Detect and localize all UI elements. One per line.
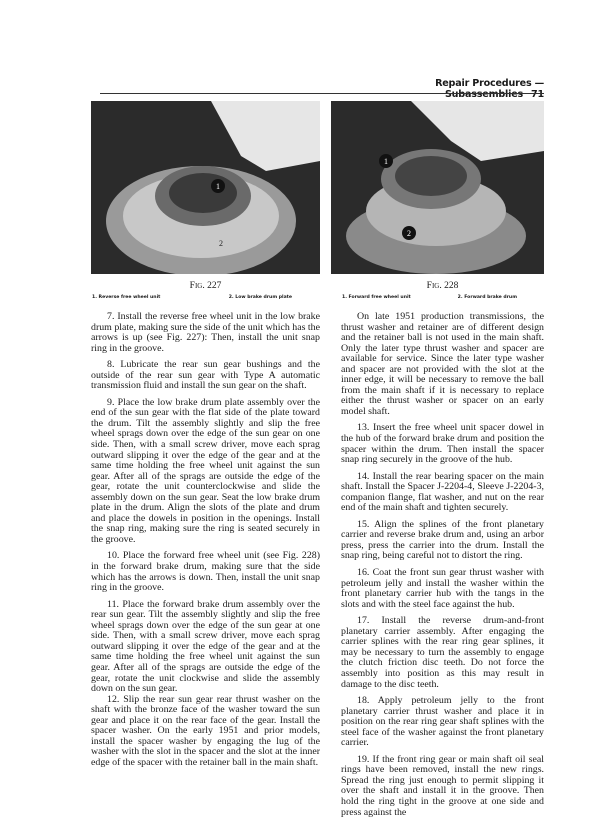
callout-2: 2 xyxy=(407,229,411,238)
paragraph: 7. Install the reverse free wheel unit in the low brake drum plate, making sure the side of the unit which has the arrows is up (see Fig. 227): Then, install the unit snap ring in the groove. xyxy=(91,311,320,354)
figure-228-legend xyxy=(342,295,517,300)
paragraph: 14. Install the rear bearing spacer on the main shaft. Install the Spacer J-2204-4, Sleeve J-2204-3, companion flange, flat washer, and nut on the rear end of the main shaft and tighten securely. xyxy=(341,470,544,514)
paragraph: 19. If the front ring gear or main shaft oil seal rings have been removed, install the new rings. Spread the ring just enough to permit slipping it over the shaft and install it in the groove. Then hold the ring tight in the groove at one side and press against the xyxy=(341,753,544,818)
header-rule xyxy=(100,93,544,94)
legend-item: 1. Forward free wheel unit xyxy=(342,295,411,300)
paragraph: 16. Coat the front sun gear thrust washer with petroleum jelly and install the washer within the front planetary carrier hub with the tangs in the slots and with the steel face against the hub. xyxy=(341,567,544,610)
legend-item: 2. Low brake drum plate xyxy=(228,295,292,300)
figure-227-caption: Fig. 227 xyxy=(189,281,222,291)
paragraph: 13. Insert the free wheel unit spacer dowel in the hub of the forward brake drum and position the spacer within the drum. Then install the spacer snap ring securely in the groove of the hub. xyxy=(341,422,544,466)
figure-227-photo xyxy=(91,101,320,274)
paragraph: 10. Place the forward free wheel unit (see Fig. 228) in the forward brake drum, making sure that the side which has the arrows is down. Then, install the unit snap ring in the groove. xyxy=(91,550,320,594)
figure-228-caption: Fig. 228 xyxy=(426,281,459,291)
figure-228-photo xyxy=(331,101,544,274)
paragraph: 8. Lubricate the rear sun gear bushings and the outside of the rear sun gear with Type A automatic transmission fluid and install the sun gear on the shaft. xyxy=(91,359,320,392)
paragraph: On late 1951 production transmissions, the thrust washer and retainer are of different design and the retainer ball is not used in the main shaft. Only the later type thrust washer and spacer are available for service. Since the later type washer and spacer are not provided with the slot at the inner edge, it will be necessary to remove the ball from the main shaft if it is necessary to replace either the thrust washer or spacer on an early model shaft. xyxy=(341,311,544,417)
legend-item: 2. Forward brake drum xyxy=(457,295,517,300)
paragraph: 12. Slip the rear sun gear rear thrust washer on the shaft with the bronze face of the washer toward the sun gear and place it on the rear face of the gear. Install the spacer washer. On the early 1951 and prior models, install the spacer washer by engaging the lug of the washer with the slot in the spacer and the slot at the inner edge of the spacer with the retainer ball in the main shaft. xyxy=(91,693,320,768)
figure-227-legend xyxy=(92,295,292,300)
left-column xyxy=(91,312,320,774)
right-column xyxy=(341,312,544,824)
callout-2: 2 xyxy=(219,239,223,248)
paragraph: 17. Install the reverse drum-and-front planetary carrier assembly. After engaging the carrier splines with the rear ring gear splines, it may be necessary to turn the assembly to engage the clutch friction disc teeth. Do not force the assembly into position as this may result in damage to the disc teeth. xyxy=(341,615,544,690)
paragraph: 11. Place the forward brake drum assembly over the rear sun gear. Tilt the assembly slightly and slip the free wheel sprags down over the edge of the sun gear at one side. Then, with a small screw driver, move each sprag outward slipping it over the edge of the gear and at the same time holding the free wheel unit against the sun gear. After all of the sprags are outside the edge of the gear, rotate the unit clockwise and slide the assembly down on the sun gear. xyxy=(91,598,320,695)
page-number: 71 xyxy=(531,89,544,100)
running-header xyxy=(340,78,544,100)
paragraph: 18. Apply petroleum jelly to the front planetary carrier thrust washer and place it in position on the rear ring gear shaft splines with the steel face of the washer against the front planetary carrier. xyxy=(341,695,544,749)
header-title: Repair Procedures — Subassemblies xyxy=(435,78,544,100)
callout-1: 1 xyxy=(216,182,220,191)
legend-item: 1. Reverse free wheel unit xyxy=(92,295,161,300)
callout-1: 1 xyxy=(384,157,388,166)
paragraph: 9. Place the low brake drum plate assembly over the end of the sun gear with the flat side of the plate toward the drum. Tilt the assembly slightly and slip the free wheel sprags down over the edge of the sun gear on one side. Then, with a small screw driver, move each sprag outward slipping it over the edge of the gear and at the same time holding the free wheel unit against the sun gear. After all of the sprags are outside the edge of the gear, rotate the unit counterclockwise and slide the assembly down on the sun gear. Seat the low brake drum plate in the drum. Align the slots of the plate and drum and place the dowels in position in the openings. Install the snap ring, making sure the ring is seated securely in the groove. xyxy=(91,396,320,545)
paragraph: 15. Align the splines of the front planetary carrier and reverse brake drum and, using an arbor press, press the carrier into the drum. Install the snap ring, being careful not to distort the ring. xyxy=(341,518,544,562)
